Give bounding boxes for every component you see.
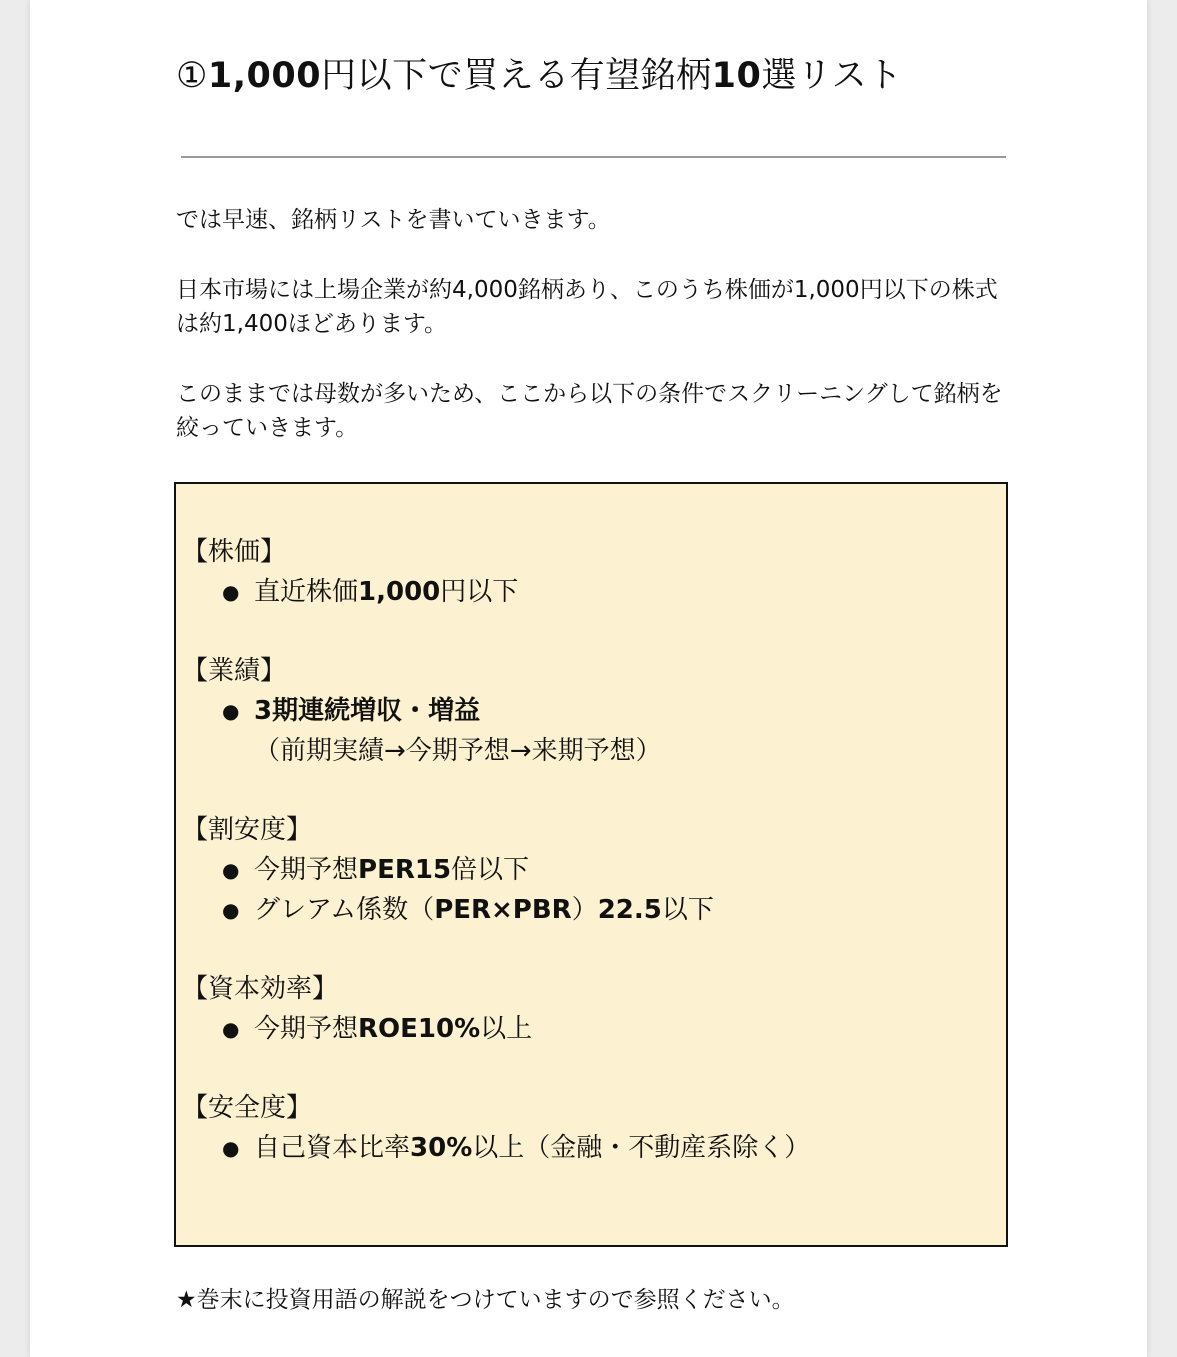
item-bold-text: 期連続増収・増益 bbox=[272, 696, 481, 726]
section-heading: 【安全度】 bbox=[182, 1093, 313, 1123]
item-text: 以上 bbox=[480, 1014, 533, 1044]
screening-paragraph: このままでは母数が多いため、ここから以下の条件でスクリーニングして銘柄を絞っていきます。 bbox=[176, 381, 1003, 441]
item-text: 以下 bbox=[661, 895, 714, 925]
item-text: 以上（金融・不動産系除く） bbox=[472, 1133, 811, 1163]
item-bold-text: 3 bbox=[254, 696, 273, 726]
glossary-note: ★巻末に投資用語の解説をつけていますので参照ください。 bbox=[176, 1287, 795, 1313]
criteria-item bbox=[182, 890, 1002, 930]
title-mid: 円以下で買える有望銘柄 bbox=[321, 56, 712, 96]
item-text: 今期予想 bbox=[254, 1014, 359, 1044]
title-suffix: 選リスト bbox=[761, 56, 903, 96]
criteria-item bbox=[182, 1128, 1002, 1168]
title-prefix: ① bbox=[176, 56, 208, 96]
screening-criteria-box bbox=[174, 482, 1008, 1247]
horizontal-divider bbox=[181, 156, 1006, 158]
criteria-item bbox=[182, 572, 1002, 612]
item-bold-text: 22.5 bbox=[597, 895, 662, 925]
section-heading: 【株価】 bbox=[182, 537, 287, 567]
section-heading: 【割安度】 bbox=[182, 815, 313, 845]
item-text: 自己資本比率 bbox=[254, 1133, 411, 1163]
bullet-icon: ● bbox=[222, 1017, 240, 1041]
criteria-section-valuation bbox=[182, 810, 1002, 930]
bullet-icon: ● bbox=[222, 580, 240, 604]
item-text: 倍以下 bbox=[451, 855, 530, 885]
criteria-section-price bbox=[182, 532, 1002, 612]
bullet-icon: ● bbox=[222, 898, 240, 922]
item-bold-text: ROE10% bbox=[358, 1014, 481, 1044]
item-bold-text: 30% bbox=[410, 1133, 473, 1163]
bullet-icon: ● bbox=[222, 1136, 240, 1160]
item-text: 直近株価 bbox=[254, 577, 359, 607]
item-text: 今期予想 bbox=[254, 855, 359, 885]
market-paragraph: 日本市場には上場企業が約4,000銘柄あり、このうち株価が1,000円以下の株式は約1,400ほどあります。 bbox=[176, 277, 998, 337]
item-text: 円以下 bbox=[440, 577, 519, 607]
item-text: ） bbox=[571, 895, 598, 925]
bullet-icon: ● bbox=[222, 699, 240, 723]
title-number: 1,000 bbox=[207, 56, 322, 96]
criteria-item bbox=[182, 850, 1002, 890]
title-count: 10 bbox=[711, 56, 762, 96]
criteria-section-capital-efficiency bbox=[182, 969, 1002, 1049]
intro-paragraph: では早速、銘柄リストを書いていきます。 bbox=[176, 207, 611, 233]
document-page bbox=[30, 0, 1147, 1357]
section-heading: 【業績】 bbox=[182, 656, 287, 686]
item-bold-text: PER15 bbox=[358, 855, 452, 885]
criteria-item bbox=[182, 1009, 1002, 1049]
page-title bbox=[176, 52, 903, 100]
item-text-line2: （前期実績→今期予想→来期予想） bbox=[254, 736, 662, 766]
bullet-icon: ● bbox=[222, 858, 240, 882]
criteria-section-earnings bbox=[182, 651, 1002, 771]
criteria-item bbox=[182, 691, 1002, 771]
section-heading: 【資本効率】 bbox=[182, 974, 339, 1004]
criteria-section-safety bbox=[182, 1088, 1002, 1168]
item-bold-text: PER×PBR bbox=[434, 895, 572, 925]
item-bold-text: 1,000 bbox=[358, 577, 441, 607]
item-text: グレアム係数（ bbox=[254, 895, 435, 925]
